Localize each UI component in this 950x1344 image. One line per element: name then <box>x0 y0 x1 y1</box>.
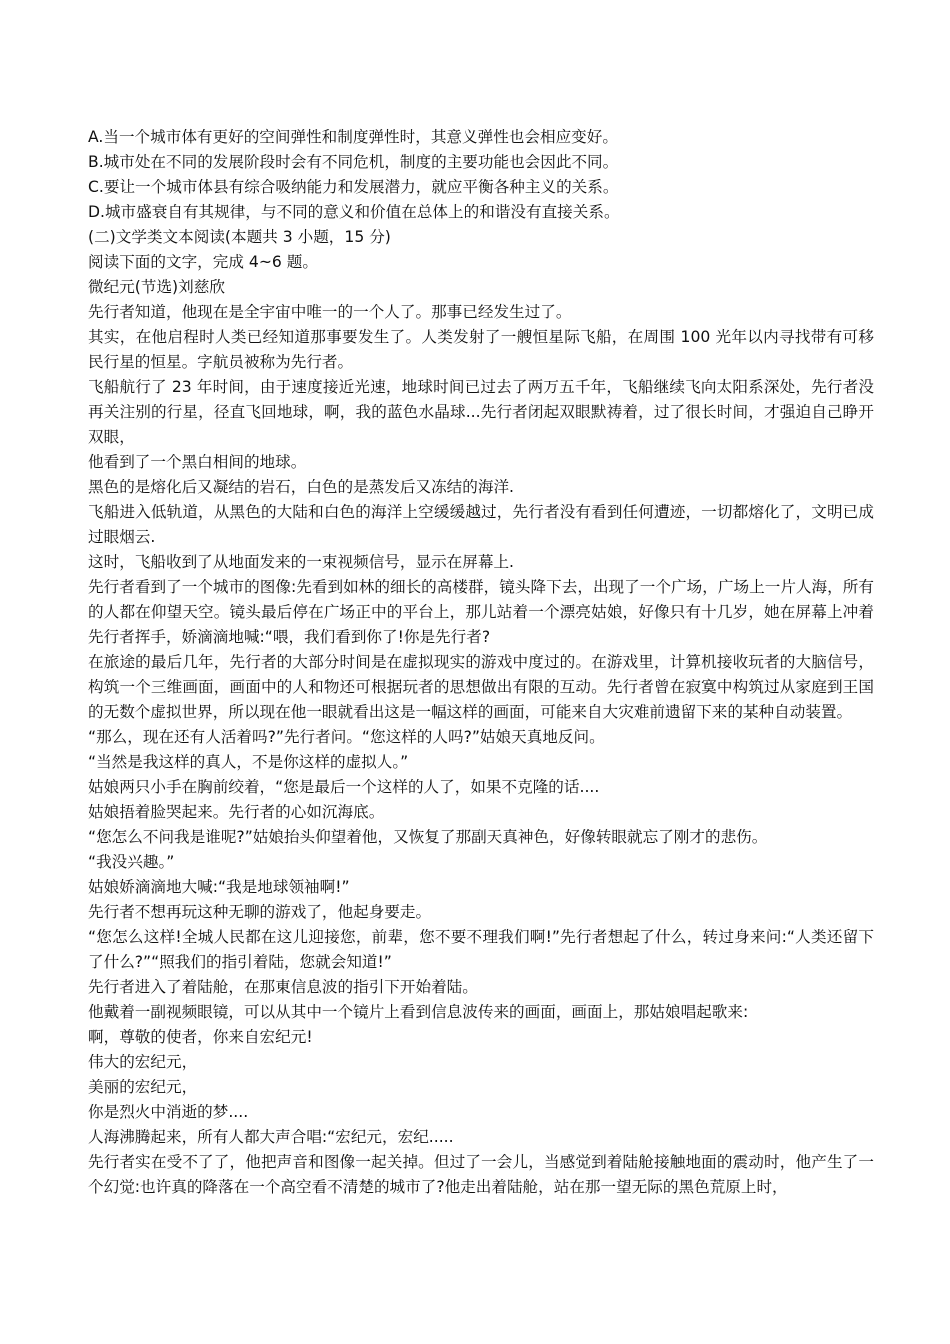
paragraph: 姑娘娇滴滴地大喊:“我是地球领袖啊!” <box>88 878 350 896</box>
paragraph: D.城市盛衰自有其规律，与不同的意义和价值在总体上的和谐没有直接关系。 <box>88 203 620 221</box>
paragraph: “当然是我这样的真人，不是你这样的虚拟人。” <box>88 753 409 771</box>
paragraph: 先行者不想再玩这种无聊的游戏了，他起身要走。 <box>88 903 432 921</box>
paragraph: 伟大的宏纪元， <box>88 1053 198 1071</box>
paragraph: 黑色的是熔化后又凝结的岩石，白色的是蒸发后又冻结的海洋. <box>88 478 514 496</box>
paragraph: 其实，在他启程时人类已经知道那事要发生了。人类发射了一艘恒星际飞船，在周围 100 光年以内寻找带有可移民行星的恒星。字航员被称为先行者。 <box>88 328 874 371</box>
paragraph: 你是烈火中消逝的梦.... <box>88 1103 249 1121</box>
paragraph: “我没兴趣。” <box>88 853 175 871</box>
paragraph: 飞船航行了 23 年时间，由于速度接近光速，地球时间已过去了两万五千年，飞船继续飞向太阳系深处，先行者没再关注别的行星，径直飞回地球，啊，我的蓝色水晶球...先行者闭起双眼默祷着，过了很长时间，才强迫自己睁开双眼， <box>88 378 874 446</box>
paragraph: 人海沸腾起来，所有人都大声合唱:“宏纪元，宏纪..... <box>88 1128 454 1146</box>
paragraph: 他看到了一个黑白相间的地球。 <box>88 453 307 471</box>
paragraph: (二)文学类文本阅读(本题共 3 小题，15 分) <box>88 228 391 246</box>
paragraph: 姑娘捂着脸哭起来。先行者的心如沉海底。 <box>88 803 385 821</box>
paragraph: 在旅途的最后几年，先行者的大部分时间是在虚拟现实的游戏中度过的。在游戏里，计算机接收玩者的大脑信号，构筑一个三维画面，画面中的人和物还可根据玩者的思想做出有限的互动。先行者曾在寂寞中构筑过从家庭到王国的无数个虚拟世界，所以现在他一眼就看出这是一幅这样的画面，可能来自大灾难前遗留下来的某种自动装置。 <box>88 653 874 721</box>
paragraph: A.当一个城市体有更好的空间弹性和制度弹性时，其意义弹性也会相应变好。 <box>88 128 618 146</box>
paragraph: “您怎么不问我是谁呢?”姑娘抬头仰望着他，又恢复了那副天真神色，好像转眼就忘了刚才的悲伤。 <box>88 828 768 846</box>
paragraph: 美丽的宏纪元， <box>88 1078 198 1096</box>
paragraph: 他戴着一副视频眼镜，可以从其中一个镜片上看到信息波传来的画面，画面上，那姑娘唱起歌来: <box>88 1003 749 1021</box>
paragraph: 啊，尊敬的使者，你来自宏纪元! <box>88 1028 313 1046</box>
document-page <box>88 125 874 1200</box>
paragraph: “您怎么这样!全城人民都在这儿迎接您，前辈，您不要不理我们啊!”先行者想起了什么，转过身来问:“人类还留下了什么?”“照我们的指引着陆，您就会知道!” <box>88 928 874 971</box>
paragraph: 姑娘两只小手在胸前绞着，“您是最后一个这样的人了，如果不克隆的话.... <box>88 778 600 796</box>
paragraph: 飞船进入低轨道，从黑色的大陆和白色的海洋上空缓缓越过，先行者没有看到任何遭迹，一切都熔化了，文明已成过眼烟云. <box>88 503 874 546</box>
paragraph: 微纪元(节选)刘慈欣 <box>88 278 225 296</box>
paragraph: “那么，现在还有人活着吗?”先行者问。“您这样的人吗?”姑娘天真地反问。 <box>88 728 605 746</box>
paragraph: 先行者实在受不了了，他把声音和图像一起关掉。但过了一会儿，当感觉到着陆舱接触地面的震动时，他产生了一个幻觉:也许真的降落在一个高空看不清楚的城市了?他走出着陆舱，站在那一望无际的黑色荒原上时， <box>88 1153 874 1196</box>
paragraph: 先行者知道，他现在是全宇宙中唯一的一个人了。那事已经发生过了。 <box>88 303 572 321</box>
paragraph: 这时，飞船收到了从地面发来的一束视频信号，显示在屏幕上. <box>88 553 514 571</box>
paragraph: 阅读下面的文字，完成 4~6 题。 <box>88 253 318 271</box>
paragraph: B.城市处在不同的发展阶段时会有不同危机，制度的主要功能也会因此不同。 <box>88 153 619 171</box>
paragraph: 先行者进入了着陆舱，在那東信息波的指引下开始着陆。 <box>88 978 478 996</box>
paragraph: C.要让一个城市体县有综合吸纳能力和发展潜力，就应平衡各种主义的关系。 <box>88 178 619 196</box>
paragraph: 先行者看到了一个城市的图像:先看到如林的细长的高楼群，镜头降下去，出现了一个广场，广场上一片人海，所有的人都在仰望天空。镜头最后停在广场正中的平台上，那儿站着一个漂亮姑娘，好像只有十几岁，她在屏幕上冲着先行者挥手，娇滴滴地喊:“喂，我们看到你了!你是先行者? <box>88 578 874 646</box>
